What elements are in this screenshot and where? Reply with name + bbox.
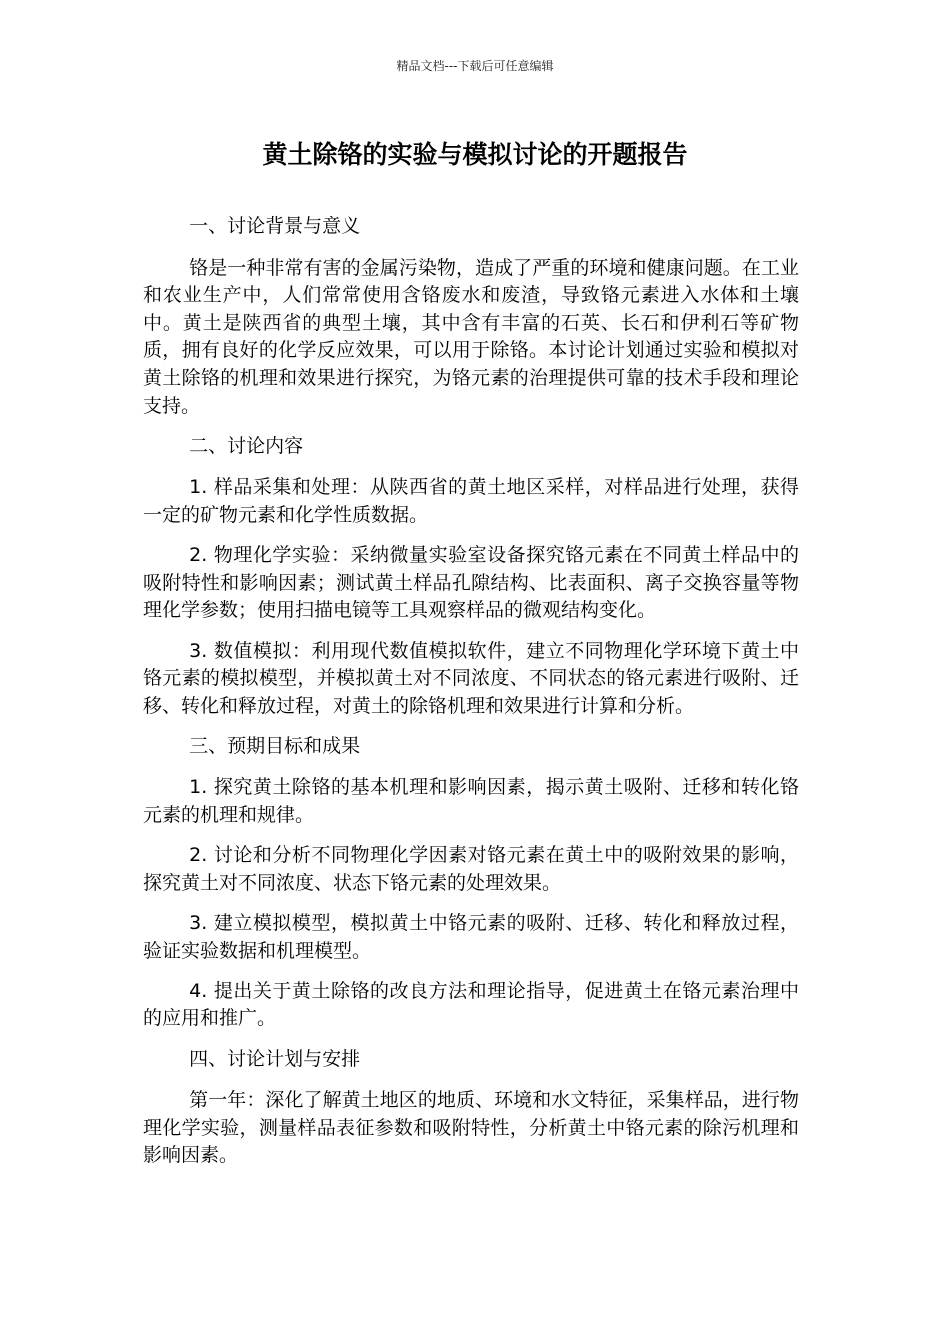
paragraph-goal-item-2: 2. 讨论和分析不同物理化学因素对铬元素在黄土中的吸附效果的影响，探究黄土对不同浓度、状态下铬元素的处理效果。 xyxy=(143,844,799,894)
paragraph-plan-year-1: 第一年：深化了解黄土地区的地质、环境和水文特征，采集样品，进行物理化学实验，测量样品表征参数和吸附特性，分析黄土中铬元素的除污机理和影响因素。 xyxy=(143,1089,799,1167)
document-body xyxy=(143,213,799,1183)
page-header-watermark: 精品文档---下载后可任意编辑 xyxy=(396,59,554,73)
paragraph-content-item-3: 3. 数值模拟：利用现代数值模拟软件，建立不同物理化学环境下黄土中铬元素的模拟模型，并模拟黄土对不同浓度、不同状态的铬元素进行吸附、迁移、转化和释放过程，对黄土的除铬机理和效果进行计算和分析。 xyxy=(143,639,799,717)
section-heading-goals: 三、预期目标和成果 xyxy=(189,734,361,757)
paragraph-goal-item-4: 4. 提出关于黄土除铬的改良方法和理论指导，促进黄土在铬元素治理中的应用和推广。 xyxy=(143,979,799,1030)
paragraph-background: 铬是一种非常有害的金属污染物，造成了严重的环境和健康问题。在工业和农业生产中，人们常常使用含铬废水和废渣，导致铬元素进入水体和土壤中。黄土是陕西省的典型土壤，其中含有丰富的石英、长石和伊利石等矿物质，拥有良好的化学反应效果，可以用于除铬。本讨论计划通过实验和模拟对黄土除铬的机理和效果进行探究，为铬元素的治理提供可靠的技术手段和理论支持。 xyxy=(143,256,799,417)
section-heading-content: 二、讨论内容 xyxy=(189,434,304,457)
document-title: 黄土除铬的实验与模拟讨论的开题报告 xyxy=(262,140,688,169)
section-heading-plan: 四、讨论计划与安排 xyxy=(189,1047,361,1070)
paragraph-goal-item-3: 3. 建立模拟模型，模拟黄土中铬元素的吸附、迁移、转化和释放过程，验证实验数据和机理模型。 xyxy=(143,912,799,962)
paragraph-content-item-2: 2. 物理化学实验：采纳微量实验室设备探究铬元素在不同黄土样品中的吸附特性和影响因素；测试黄土样品孔隙结构、比表面积、离子交换容量等物理化学参数；使用扫描电镜等工具观察样品的微观结构变化。 xyxy=(143,544,799,622)
section-heading-background: 一、讨论背景与意义 xyxy=(189,215,361,237)
paragraph-goal-item-1: 1. 探究黄土除铬的基本机理和影响因素，揭示黄土吸附、迁移和转化铬元素的机理和规律。 xyxy=(143,776,799,827)
paragraph-content-item-1: 1. 样品采集和处理：从陕西省的黄土地区采样，对样品进行处理，获得一定的矿物元素和化学性质数据。 xyxy=(143,476,799,526)
